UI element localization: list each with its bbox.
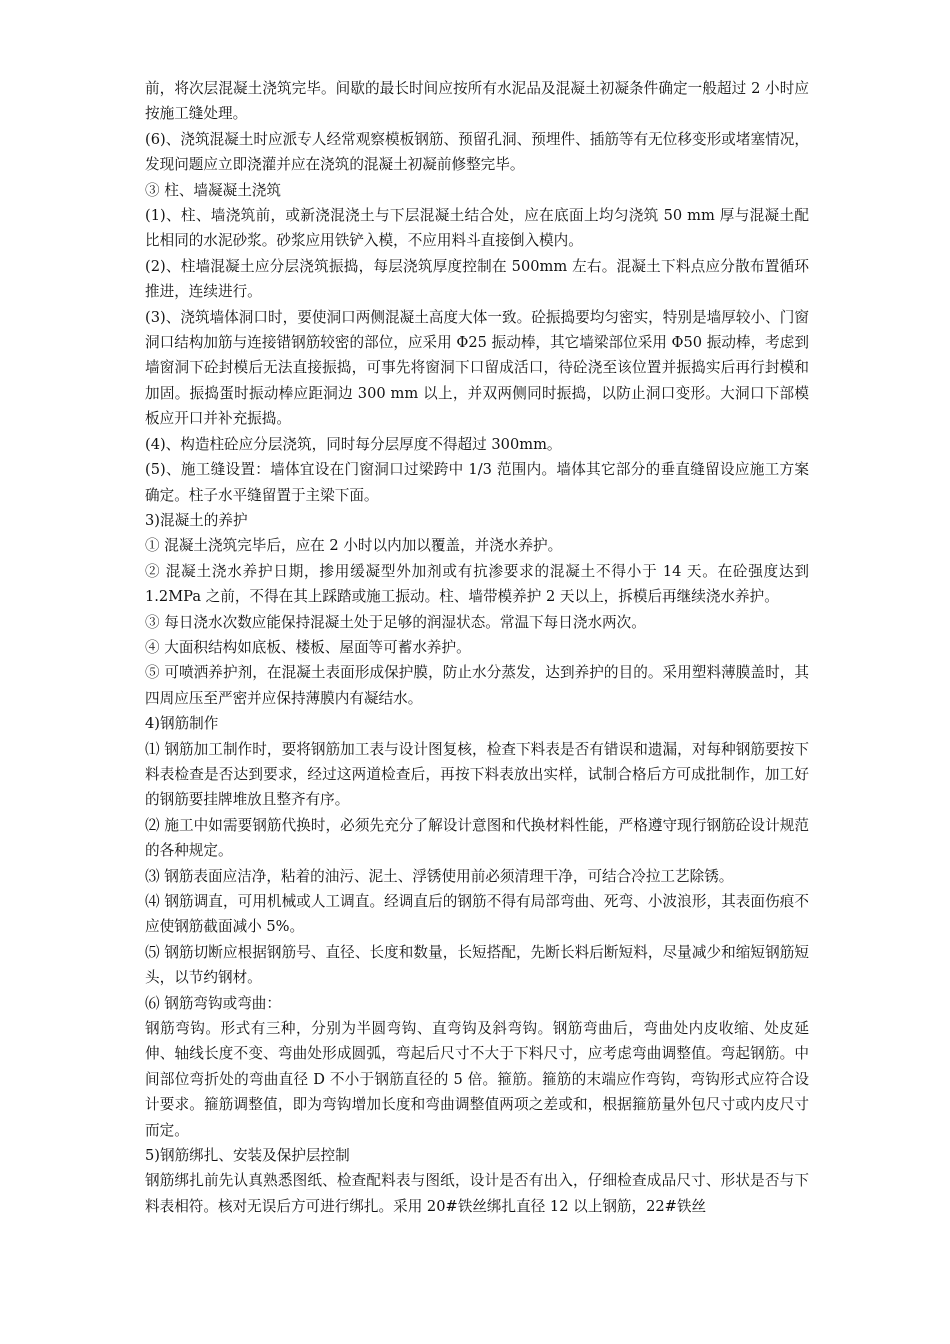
paragraph-13: ④ 大面积结构如底板、楼板、屋面等可蓄水养护。: [145, 638, 471, 656]
section-heading: 4)钢筋制作: [145, 715, 219, 733]
paragraph-7: (4)、构造柱砼应分层浇筑，同时每分层厚度不得超过 300mm。: [145, 435, 562, 453]
paragraph-19: ⑷ 钢筋调直，可用机械或人工调直。经调直后的钢筋不得有局部弯曲、死弯、小波浪形，其表面伤痕不应使钢筋截面减小 5%。: [145, 893, 809, 936]
paragraph-1: 前，将次层混凝土浇筑完毕。间歇的最长时间应按所有水泥品及混凝土初凝条件确定一般超过 2 小时应按施工缝处理。: [145, 80, 809, 123]
paragraph-12: ③ 每日浇水次数应能保持混凝土处于足够的润湿状态。常温下每日浇水两次。: [145, 613, 646, 631]
paragraph-16: ⑴ 钢筋加工制作时，要将钢筋加工表与设计图复核，检查下料表是否有错误和遗漏，对每种钢筋要按下料表检查是否达到要求，经过这两道检查后，再按下料表放出实样，试制合格后方可成批制作，加工好的钢筋要挂牌堆放且整齐有序。: [145, 740, 809, 809]
section-heading: 3)混凝土的养护: [145, 511, 248, 529]
paragraph-18: ⑶ 钢筋表面应洁净，粘着的油污、泥土、浮锈使用前必须清理干净，可结合冷拉工艺除锈。: [145, 867, 734, 885]
paragraph-6: (3)、浇筑墙体洞口时，要使洞口两侧混凝土高度大体一致。砼振捣要均匀密实，特别是墙厚较小、门窗洞口结构加筋与连接错钢筋较密的部位，应采用 Φ25 振动棒，其它墙梁部位采用 Φ50 振动棒，考虑到墙窗洞下砼封模后无法直接振捣，可事先将窗洞下口留成活口，待砼浇至该位置并振捣实后再行封模和加固。振捣蛋时振动棒应距洞边 300 mm 以上，并双两侧同时振捣，以防止洞口变形。大洞口下部模板应开口并补充振捣。: [145, 308, 809, 428]
paragraph-11: ② 混凝土浇水养护日期，掺用缓凝型外加剂或有抗渗要求的混凝土不得小于 14 天。在砼强度达到 1.2MPa 之前，不得在其上踩踏或施工振动。柱、墙带模养护 2 天以上，拆模后再继续浇水养护。: [145, 562, 809, 606]
paragraph-21: ⑹ 钢筋弯钩或弯曲：: [145, 994, 281, 1012]
paragraph-20: ⑸ 钢筋切断应根据钢筋号、直径、长度和数量，长短搭配，先断长料后断短料，尽量减少和缩短钢筋短头，以节约钢材。: [145, 943, 809, 987]
paragraph-22: 钢筋弯钩。形式有三种，分别为半圆弯钩、直弯钩及斜弯钩。钢筋弯曲后，弯曲处内皮收缩、处皮延伸、轴线长度不变、弯曲处形成圆弧，弯起后尺寸不大于下料尺寸，应考虑弯曲调整值。弯起钢筋。中间部位弯折处的弯曲直径 D 不小于钢筋直径的 5 倍。箍筋。箍筋的末端应作弯钩，弯钩形式应符合设计要求。箍筋调整值，即为弯钩增加长度和弯曲调整值两项之差或和，根据箍筋量外包尺寸或内皮尺寸而定。: [145, 1020, 809, 1139]
paragraph-14: ⑤ 可喷洒养护剂，在混凝土表面形成保护膜，防止水分蒸发，达到养护的目的。采用塑料薄膜盖时，其四周应压至严密并应保持薄膜内有凝结水。: [145, 664, 809, 707]
paragraph-17: ⑵ 施工中如需要钢筋代换时，必须先充分了解设计意图和代换材料性能，严格遵守现行钢筋砼设计规范的各种规定。: [145, 816, 809, 860]
paragraph-5: (2)、柱墙混凝土应分层浇筑振捣，每层浇筑厚度控制在 500mm 左右。混凝土下料点应分散布置循环推进，连续进行。: [145, 257, 809, 301]
section-heading: ③ 柱、墙凝凝土浇筑: [145, 181, 281, 199]
paragraph-4: (1)、柱、墙浇筑前，或新浇混浇土与下层混凝土结合处，应在底面上均匀浇筑 50 mm 厚与混凝土配比相同的水泥砂浆。砂浆应用铁铲入模，不应用料斗直接倒入模内。: [145, 207, 809, 250]
paragraph-10: ① 混凝土浇筑完毕后，应在 2 小时以内加以覆盖，并浇水养护。: [145, 537, 563, 555]
document-body: [145, 76, 809, 1219]
section-heading: 5)钢筋绑扎、安装及保护层控制: [145, 1147, 350, 1165]
paragraph-24: 钢筋绑扎前先认真熟悉图纸、检查配料表与图纸，设计是否有出入，仔细检查成品尺寸、形状是否与下料表相符。核对无误后方可进行绑扎。采用 20#铁丝绑扎直径 12 以上钢筋，22#铁丝: [145, 1172, 809, 1215]
paragraph-8: (5)、施工缝设置：墙体宜设在门窗洞口过梁跨中 1/3 范围内。墙体其它部分的垂直缝留设应施工方案确定。柱子水平缝留置于主梁下面。: [145, 461, 809, 504]
paragraph-2: (6)、浇筑混凝土时应派专人经常观察模板钢筋、预留孔洞、预埋件、插筋等有无位移变形或堵塞情况，发现问题应立即浇灌并应在浇筑的混凝土初凝前修整完毕。: [145, 130, 809, 174]
